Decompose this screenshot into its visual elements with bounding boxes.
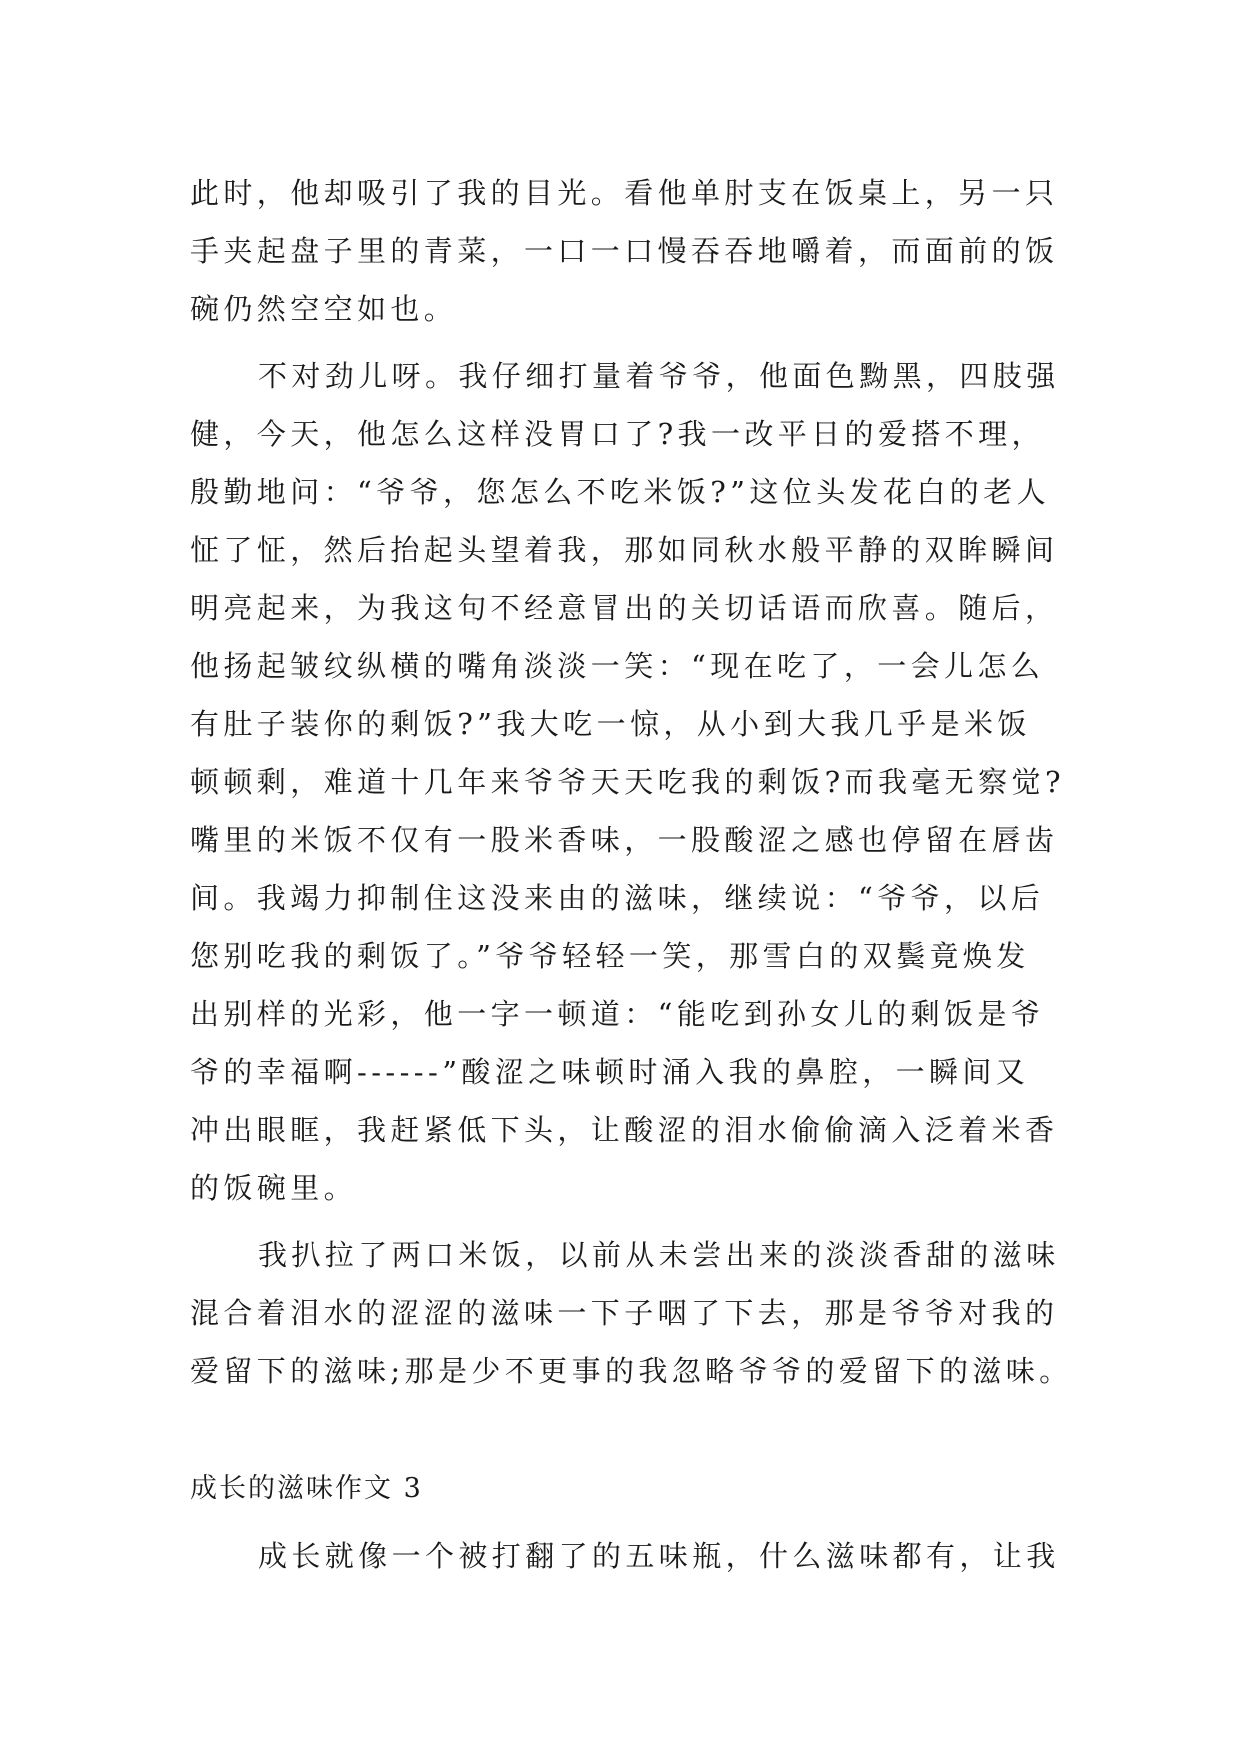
text-line: 嘴里的米饭不仅有一股米香味，一股酸涩之感也停留在唇齿 [190, 823, 1059, 857]
paragraph-3 [190, 1226, 1073, 1400]
paragraph-2 [190, 347, 1065, 1217]
text-line: 的饭碗里。 [190, 1171, 358, 1205]
text-line: 碗仍然空空如也。 [190, 292, 458, 326]
text-line: 顿顿剩，难道十几年来爷爷天天吃我的剩饭?而我毫无察觉? [190, 765, 1065, 799]
text-line: 我扒拉了两口米饭，以前从未尝出来的淡淡香甜的滋味 [258, 1238, 1060, 1272]
text-line: 混合着泪水的涩涩的滋味一下子咽了下去，那是爷爷对我的 [190, 1296, 1059, 1330]
text-line: 有肚子装你的剩饭?”我大吃一惊，从小到大我几乎是米饭 [190, 707, 1031, 741]
text-line: 出别样的光彩，他一字一顿道：“能吃到孙女儿的剩饭是爷 [190, 997, 1045, 1031]
text-line: 此时，他却吸引了我的目光。看他单肘支在饭桌上，另一只 [190, 176, 1059, 210]
text-line: 您别吃我的剩饭了。”爷爷轻轻一笑，那雪白的双鬓竟焕发 [190, 939, 1030, 973]
paragraph-spacer [190, 1217, 1060, 1226]
section-heading: 成长的滋味作文 3 [190, 1473, 423, 1504]
text-line: 他扬起皱纹纵横的嘴角淡淡一笑：“现在吃了，一会儿怎么 [190, 649, 1045, 683]
paragraph-1 [190, 164, 1060, 338]
text-line: 不对劲儿呀。我仔细打量着爷爷，他面色黝黑，四肢强 [258, 359, 1060, 393]
text-line: 殷勤地问：“爷爷，您怎么不吃米饭?”这位头发花白的老人 [190, 475, 1051, 509]
text-line: 明亮起来，为我这句不经意冒出的关切话语而欣喜。随后， [190, 591, 1059, 625]
text-line: 成长就像一个被打翻了的五味瓶，什么滋味都有，让我 [258, 1539, 1060, 1573]
text-line: 爷的幸福啊------”酸涩之味顿时涌入我的鼻腔，一瞬间又 [190, 1055, 1030, 1089]
text-line: 冲出眼眶，我赶紧低下头，让酸涩的泪水偷偷滴入泛着米香 [190, 1113, 1059, 1147]
document-page [190, 164, 1073, 1585]
paragraph-spacer [190, 338, 1060, 347]
paragraph-spacer [190, 1518, 1060, 1527]
text-line: 健，今天，他怎么这样没胃口了?我一改平日的爱搭不理， [190, 417, 1045, 451]
text-line: 间。我竭力抑制住这没来由的滋味，继续说：“爷爷，以后 [190, 881, 1045, 915]
text-line: 怔了怔，然后抬起头望着我，那如同秋水般平静的双眸瞬间 [190, 533, 1059, 567]
section-3 [190, 1460, 1060, 1585]
text-line: 手夹起盘子里的青菜，一口一口慢吞吞地嚼着，而面前的饭 [190, 234, 1059, 268]
text-line: 爱留下的滋味;那是少不更事的我忽略爷爷的爱留下的滋味。 [190, 1354, 1073, 1388]
section-spacer [190, 1400, 1060, 1460]
